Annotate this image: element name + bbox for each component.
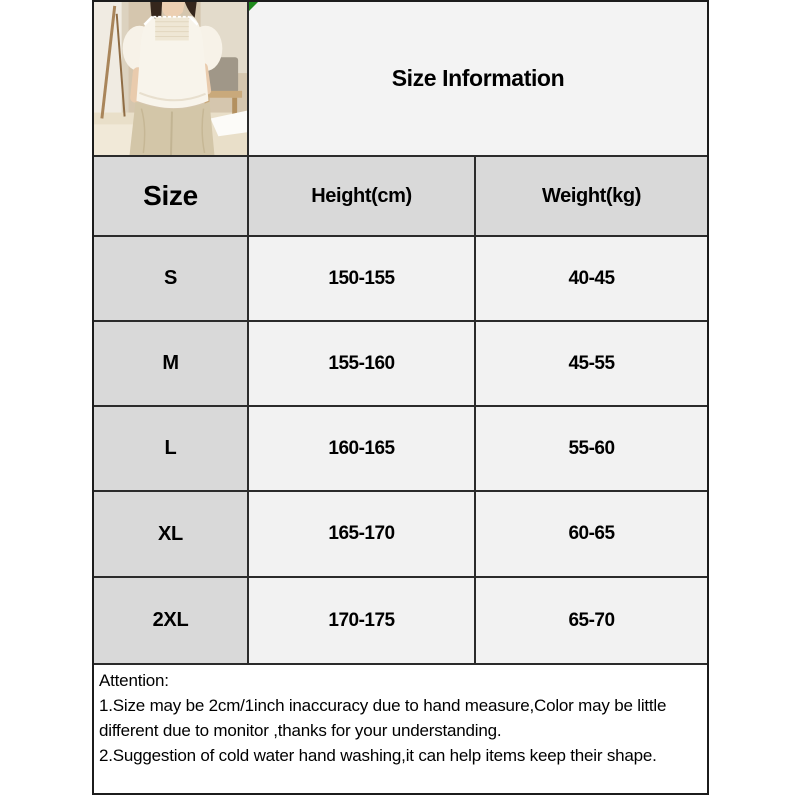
attention-note-2: 2.Suggestion of cold water hand washing,it can help items keep their shape. — [99, 746, 657, 765]
attention-notes — [94, 665, 707, 793]
attention-note-1: 1.Size may be 2cm/1inch inaccuracy due to hand measure,Color may be little different due to monitor ,thanks for your understanding. — [99, 696, 667, 740]
height-value-s: 150-155 — [249, 237, 476, 322]
weight-value-l: 55-60 — [476, 407, 707, 492]
attention-title: Attention: — [99, 671, 169, 690]
size-label-s: S — [94, 237, 249, 322]
height-value-l: 160-165 — [249, 407, 476, 492]
height-value-m: 155-160 — [249, 322, 476, 407]
weight-value-2xl: 65-70 — [476, 578, 707, 665]
column-header-weight: Weight(kg) — [476, 157, 707, 237]
size-information-header-cell — [249, 2, 707, 157]
green-corner-icon — [249, 2, 258, 11]
weight-value-m: 45-55 — [476, 322, 707, 407]
size-label-l: L — [94, 407, 249, 492]
product-photo — [94, 2, 249, 157]
column-header-height: Height(cm) — [249, 157, 476, 237]
size-label-xl: XL — [94, 492, 249, 578]
weight-value-xl: 60-65 — [476, 492, 707, 578]
height-value-2xl: 170-175 — [249, 578, 476, 665]
weight-value-s: 40-45 — [476, 237, 707, 322]
size-label-m: M — [94, 322, 249, 407]
model-photo-illustration — [94, 2, 247, 155]
column-header-size: Size — [94, 157, 249, 237]
page-title: Size Information — [391, 65, 565, 91]
height-value-xl: 165-170 — [249, 492, 476, 578]
size-label-2xl: 2XL — [94, 578, 249, 665]
size-chart-sheet — [92, 0, 709, 795]
